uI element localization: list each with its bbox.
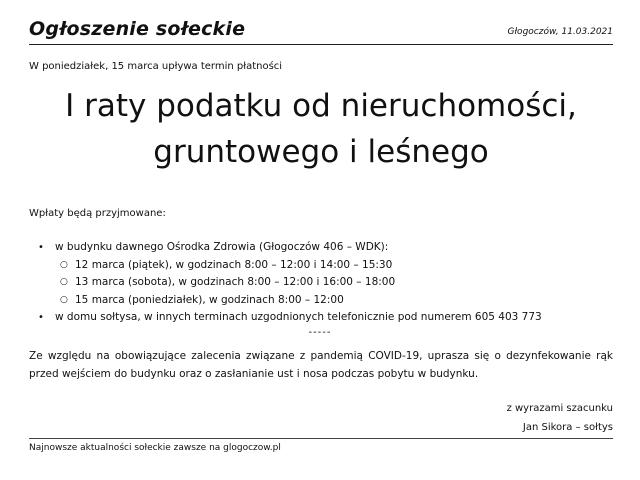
closing-greeting: z wyrazami szacunku — [506, 403, 613, 414]
list-subitem-text: 15 marca (poniedziałek), w godzinach 8:00 – 12:00 — [75, 293, 344, 306]
header — [29, 18, 613, 45]
deadline-intro: W poniedziałek, 15 marca upływa termin płatności — [29, 61, 283, 72]
list-item — [38, 240, 542, 258]
bullet-icon: • — [38, 242, 44, 253]
circle-bullet-icon: ○ — [60, 259, 68, 270]
headline-line-2: gruntowego i leśnego — [153, 134, 489, 170]
list-subitem — [38, 258, 542, 276]
closing — [507, 399, 613, 437]
payments-label: Wpłaty będą przyjmowane: — [29, 208, 166, 219]
bullet-icon: • — [38, 312, 44, 323]
place-and-date: Głogoczów, 11.03.2021 — [507, 27, 613, 37]
list-item-text: w budynku dawnego Ośrodka Zdrowia (Głogoczów 406 – WDK): — [55, 241, 389, 253]
list-item-text: w domu sołtysa, w innych terminach uzgodnionych telefonicznie pod numerem 605 403 773 — [55, 311, 542, 323]
list-subitem-text: 13 marca (sobota), w godzinach 8:00 – 12:00 i 16:00 – 18:00 — [75, 276, 396, 288]
announcement-title: Ogłoszenie sołeckie — [29, 18, 246, 40]
list-subitem-text: 12 marca (piątek), w godzinach 8:00 – 12:00 i 14:00 – 15:30 — [75, 258, 393, 271]
headline-line-1: I raty podatku od nieruchomości, — [65, 88, 577, 124]
list-item — [38, 310, 542, 328]
list-subitem — [38, 293, 542, 311]
covid-notice: Ze względu na obowiązujące zalecenia związane z pandemią COVID-19, uprasza się o dezynfekowanie rąk przed wejściem do budynku oraz o zasłanianie ust i nosa podczas pobytu w budynku. — [29, 350, 613, 380]
circle-bullet-icon: ○ — [60, 277, 68, 287]
signature: Jan Sikora – sołtys — [522, 422, 613, 433]
separator: ----- — [308, 327, 332, 338]
list-subitem — [38, 275, 542, 293]
footer-note: Najnowsze aktualności sołeckie zawsze na glogoczow.pl — [29, 438, 613, 453]
circle-bullet-icon: ○ — [60, 294, 68, 305]
payment-locations-list — [38, 240, 542, 328]
headline — [29, 83, 613, 175]
